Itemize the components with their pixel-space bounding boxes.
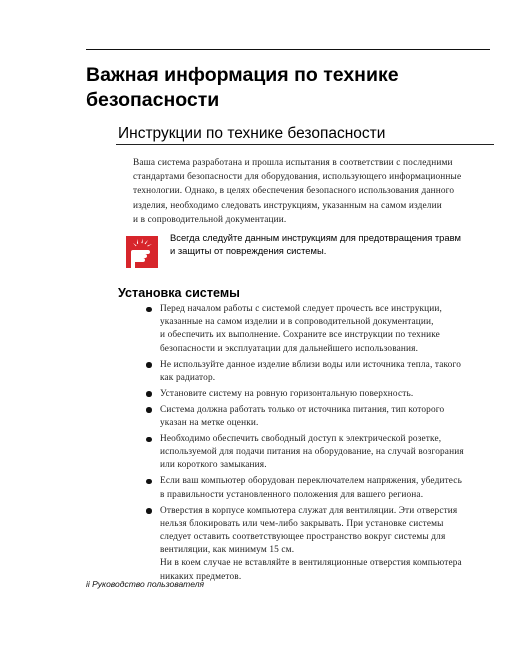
warning-line: Всегда следуйте данным инструкциям для предотвращения травм xyxy=(170,232,461,243)
instruction-list xyxy=(146,303,482,587)
bullet-icon xyxy=(146,391,152,397)
section-subtitle: Инструкции по технике безопасности xyxy=(118,125,386,142)
list-item-line: Ни в коем случае не вставляйте в вентиляционные отверстия компьютера xyxy=(160,558,462,569)
list-item-line: указанные на самом изделии и в сопроводительной документации, xyxy=(160,317,434,328)
list-item-line: Перед началом работы с системой следует прочесть все инструкции, xyxy=(160,304,443,314)
section-heading: Установка системы xyxy=(118,286,240,300)
intro-line: и в сопроводительной документации. xyxy=(133,214,287,225)
warning-note xyxy=(170,232,490,257)
list-item-line: или короткого замыкания. xyxy=(160,460,267,471)
list-item-line: и обеспечить их выполнение. Сохраните все инструкции по технике xyxy=(160,330,440,341)
list-item xyxy=(146,404,482,430)
list-item-line: Необходимо обеспечить свободный доступ к электрической розетке, xyxy=(160,434,442,445)
list-item-line: Если ваш компьютер оборудован переключателем напряжения, убедитесь xyxy=(160,476,462,487)
subtitle-rule xyxy=(116,144,494,145)
list-item-line: Система должна работать только от источника питания, тип которого xyxy=(160,404,445,415)
list-item-line: нельзя блокировать или чем-либо закрывать. При установке системы xyxy=(160,518,444,529)
list-item-line: вентиляции, как минимум 15 см. xyxy=(160,545,295,556)
bullet-icon xyxy=(146,479,152,485)
bullet-icon xyxy=(146,307,152,313)
list-item-line: используемой для подачи питания на оборудование, на случай возгорания xyxy=(160,447,464,458)
list-item-line: Не используйте данное изделие вблизи воды или источника тепла, такого xyxy=(160,359,462,370)
list-item xyxy=(146,505,482,584)
intro-line: технологии. Однако, в целях обеспечения безопасного использования данного xyxy=(133,186,455,197)
list-item-line: Отверстия в корпусе компьютера служат для вентиляции. Эти отверстия xyxy=(160,505,458,516)
list-item xyxy=(146,359,482,385)
list-item xyxy=(146,433,482,473)
list-item-line: никаких предметов. xyxy=(160,571,242,582)
hand-warning-icon xyxy=(126,236,158,268)
list-item-line: Установите систему на ровную горизонтальную поверхность. xyxy=(160,388,414,399)
list-item-line: безопасности и эксплуатации для дальнейшего использования. xyxy=(160,343,419,354)
page-title xyxy=(86,63,486,113)
intro-paragraph xyxy=(133,156,478,227)
page-footer: ii Руководство пользователя xyxy=(86,579,205,589)
bullet-icon xyxy=(146,362,152,368)
bullet-icon xyxy=(146,407,152,413)
top-rule xyxy=(86,49,490,50)
intro-line: изделия, необходимо следовать инструкциям, указанным на самом изделии xyxy=(133,200,442,211)
warning-line: и защиты от повреждения системы. xyxy=(170,244,327,256)
bullet-icon xyxy=(146,437,152,443)
page-title-line: безопасности xyxy=(86,89,220,111)
intro-line: стандартами безопасности для оборудования, использующего информационные xyxy=(133,172,462,183)
bullet-icon xyxy=(146,508,152,514)
list-item-line: следует оставить соответствующее пространство вокруг системы для xyxy=(160,532,446,543)
list-item-line: в правильности установленного положения для вашего региона. xyxy=(160,489,424,500)
list-item xyxy=(146,303,482,356)
list-item-line: указан на метке оценки. xyxy=(160,418,259,429)
intro-line: Ваша система разработана и прошла испытания в соответствии с последними xyxy=(133,158,453,168)
list-item xyxy=(146,475,482,501)
list-item-line: как радиатор. xyxy=(160,372,216,383)
page-title-line: Важная информация по технике xyxy=(86,64,399,86)
list-item xyxy=(146,388,482,401)
